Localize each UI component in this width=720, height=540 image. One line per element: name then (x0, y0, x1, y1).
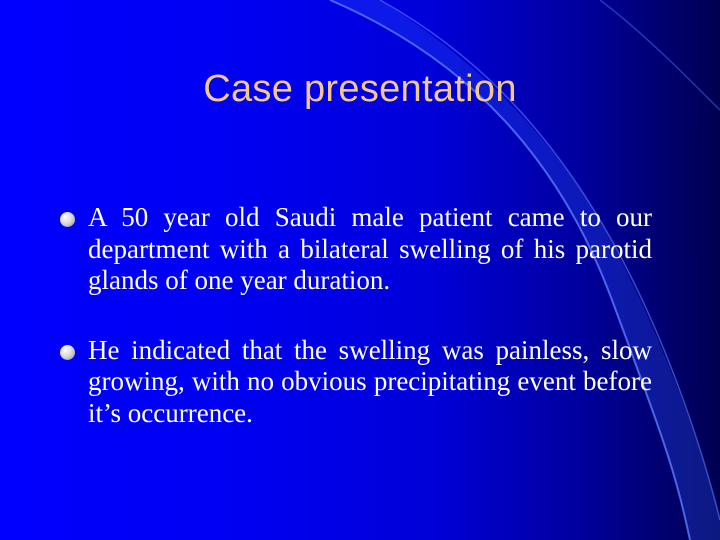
bullet-text: A 50 year old Saudi male patient came to our department with a bilateral swelling of his parotid glands of one year duration. (88, 202, 652, 295)
slide-title: Case presentation (203, 68, 517, 110)
bullet-item (60, 202, 652, 297)
bullet-sphere-icon (60, 345, 75, 360)
bullet-list (60, 202, 652, 429)
bullet-item (60, 335, 652, 430)
bullet-text: He indicated that the swelling was painless, slow growing, with no obvious precipitating event before it’s occurrence. (88, 334, 652, 428)
bullet-sphere-icon (60, 212, 75, 227)
